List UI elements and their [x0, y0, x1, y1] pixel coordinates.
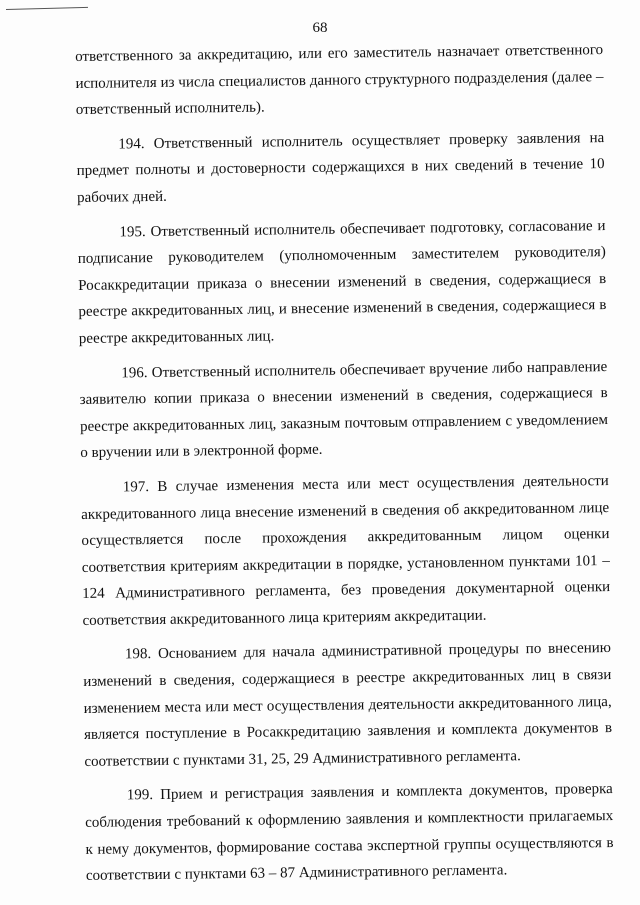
paragraph-continuation: ответственного за аккредитацию, или его заместитель назначает ответственного исполнителя из числа специалистов данного структурного подразделения (далее – ответственный исполнитель). — [75, 42, 604, 119]
paragraph-199: 199. Прием и регистрация заявления и комплекта документов, проверка соблюдения требований к оформлению заявления и комплектности прилагаемых к нему документов, формирование состава экспертной группы осуществляются в соответствии с пунктами 63 – 87 Административного регламента. — [85, 781, 614, 885]
paragraph-197: 197. В случае изменения места или мест осуществления деятельности аккредитованного лица внесение изменений в сведения об аккредитованном лице осуществляется после прохождения аккредитованным лицом оценки соответствия критериям аккредитации в порядке, установленном пунктами 101 – 124 Административного регламента, без проведения документарной оценки соответствия аккредитованного лица критериям аккредитации. — [81, 472, 611, 629]
paragraph-196: 196. Ответственный исполнитель обеспечивает вручение либо направление заявителю копии приказа о внесении изменений в сведения, содержащиеся в реестре аккредитованных лиц, заказным почтовым отправлением с уведомлением о вручении или в электронной форме. — [79, 358, 609, 462]
scan-artifact-line — [6, 7, 88, 10]
paragraph-194: 194. Ответственный исполнитель осуществляет проверку заявления на предмет полноты и достоверности содержащихся в них сведений в течение 10 рабочих дней. — [76, 129, 605, 206]
paragraph-198: 198. Основанием для начала административной процедуры по внесению изменений в сведения, содержащиеся в реестре аккредитованных лиц в связи изменением места или мест осуществления деятельности аккредитованного лица, является поступление в Росаккредитацию заявления и комплекта документов в соответствии с пунктами 31, 25, 29 Административного регламента. — [83, 640, 613, 770]
page-number: 68 — [312, 20, 328, 36]
document-body — [75, 37, 614, 898]
paragraph-195: 195. Ответственный исполнитель обеспечивает подготовку, согласование и подписание руководителем (уполномоченным заместителем руководителя) Росаккредитации приказа о внесении изменений в сведения, содержащиеся в реестре аккредитованных лиц, и внесение изменений в сведения, содержащиеся в реестре аккредитованных лиц. — [77, 217, 607, 347]
